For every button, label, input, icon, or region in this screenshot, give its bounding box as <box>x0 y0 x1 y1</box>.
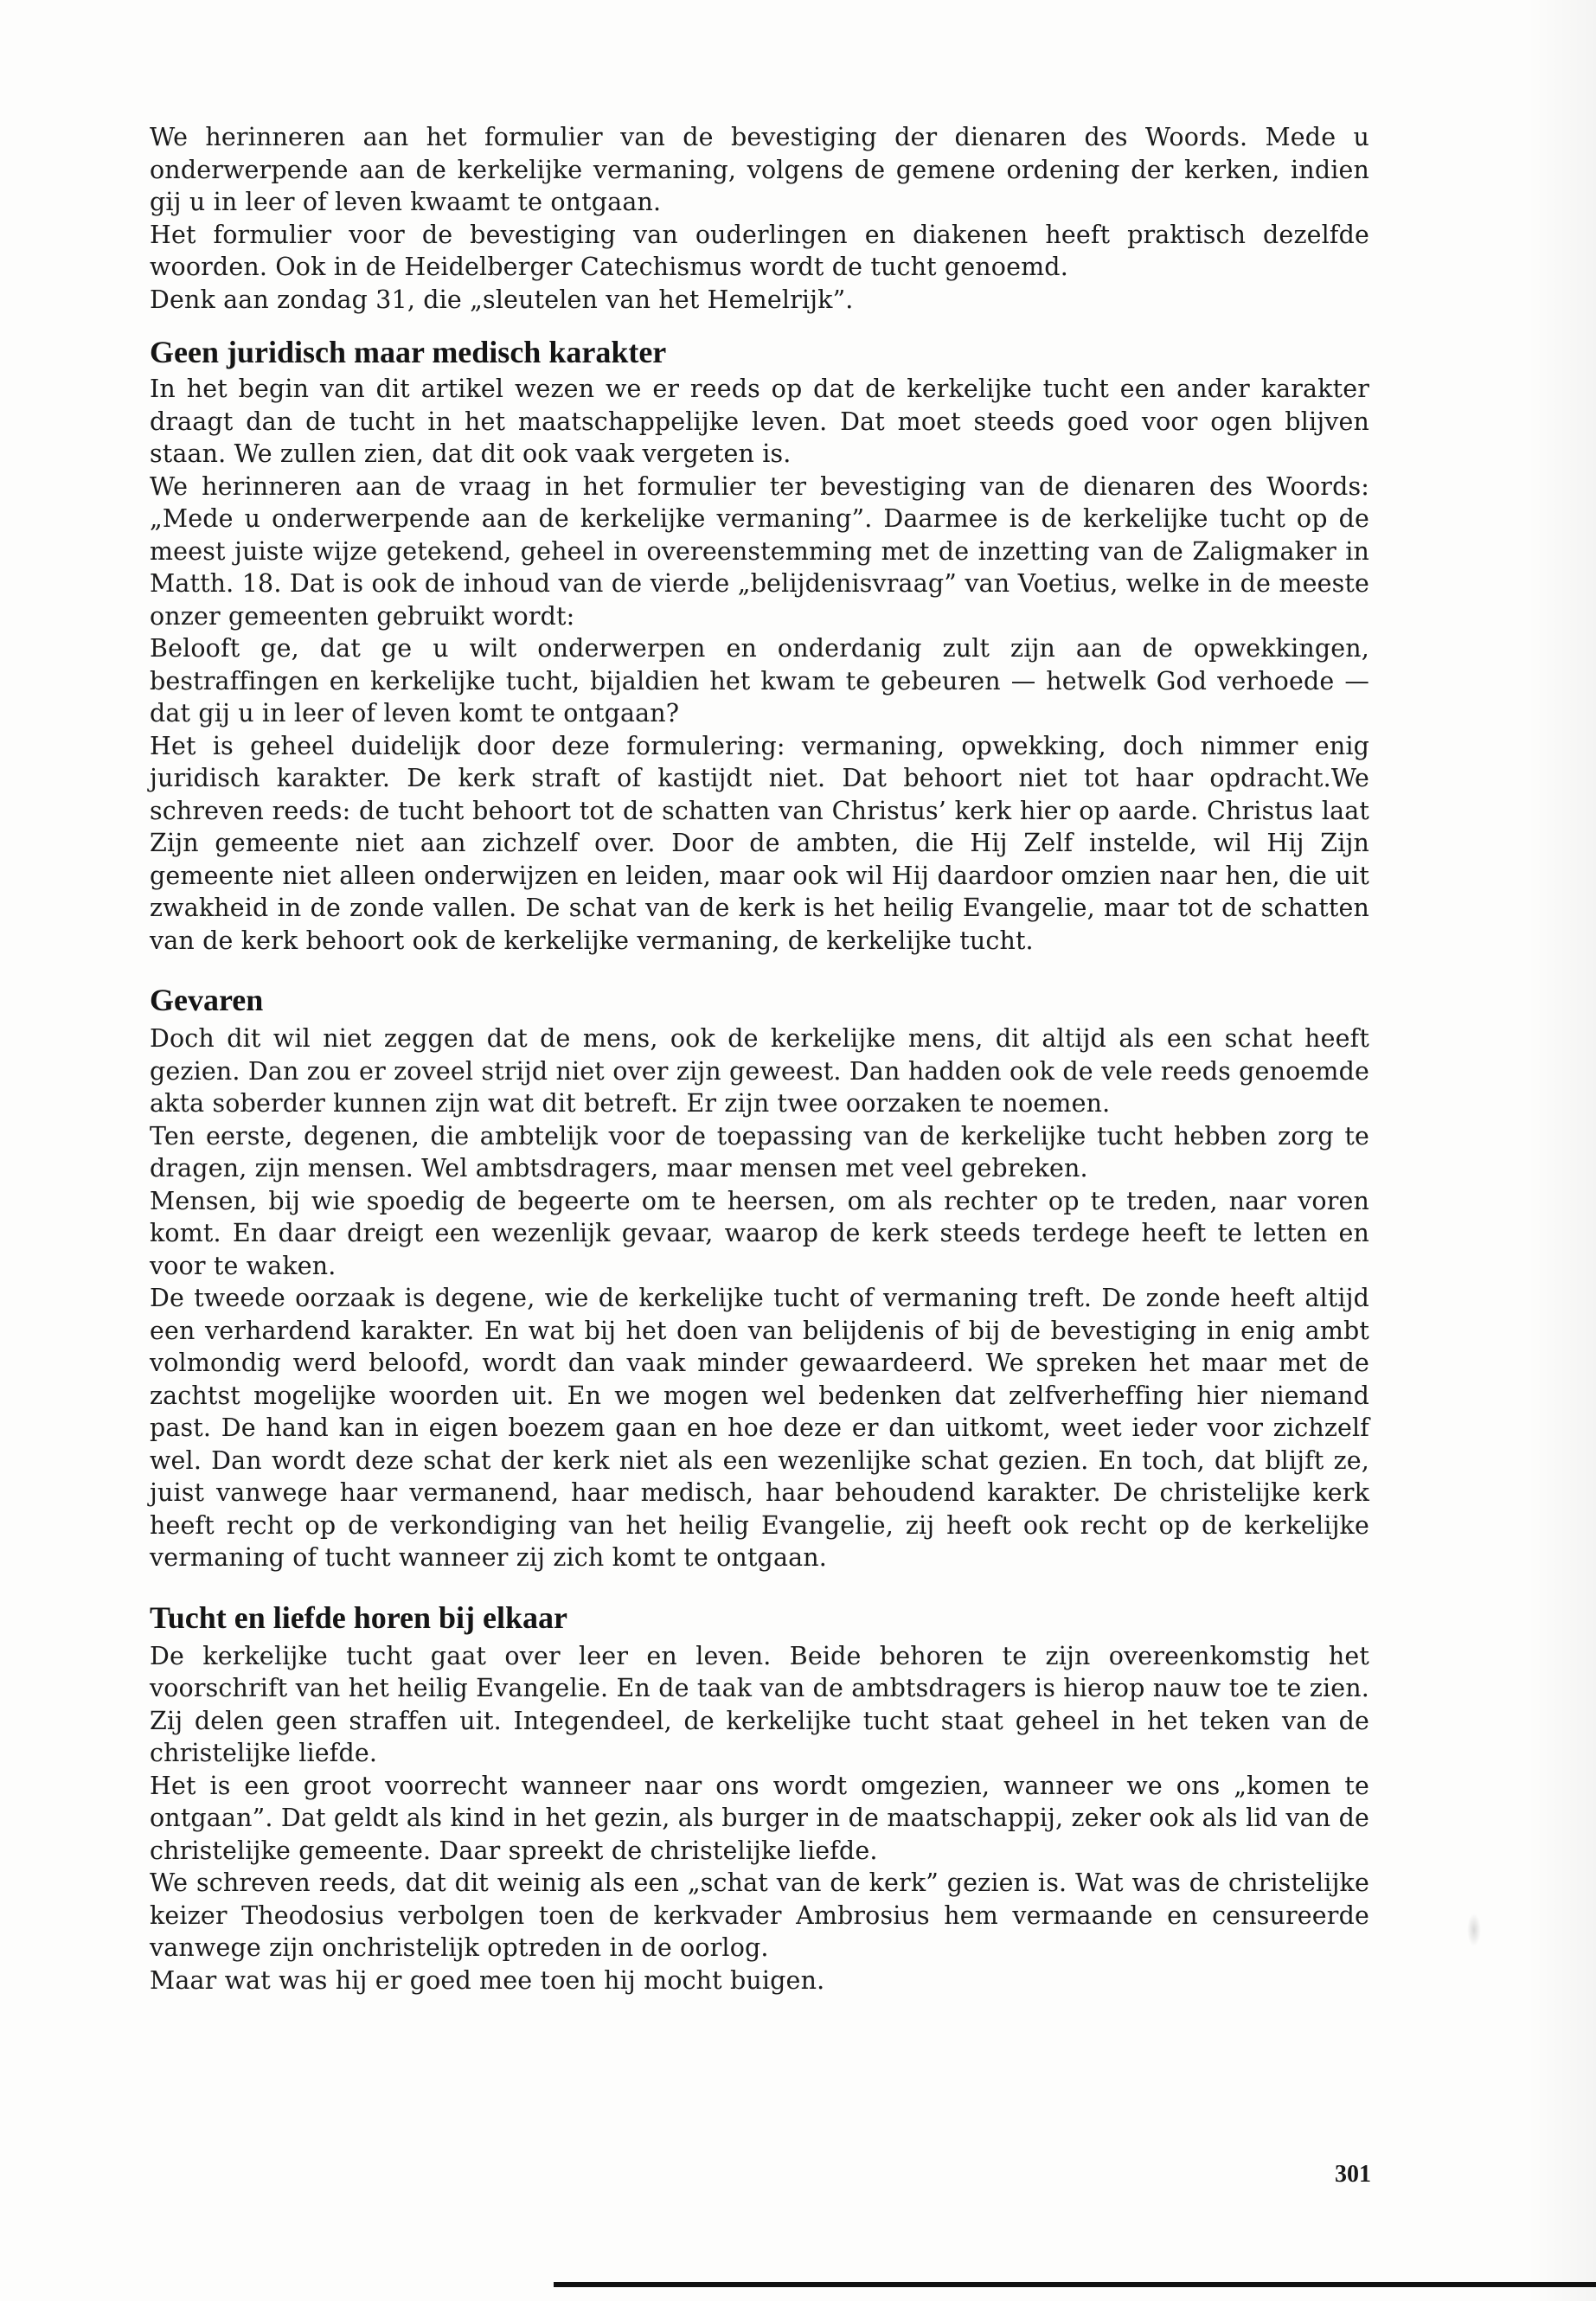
paragraph: Mensen, bij wie spoedig de begeerte om te heersen, om als rechter op te treden, naar voren komt. En daar dreigt een wezenlijk gevaar, waarop de kerk steeds terdege heeft te letten en voor te waken. <box>150 1186 1369 1280</box>
section-gevaren <box>150 983 1369 1574</box>
paragraph: De kerkelijke tucht gaat over leer en leven. Beide behoren te zijn overeenkomstig het voorschrift van het heilig Evangelie. En de taak van de ambtsdragers is hierop nauw toe te zien. Zij delen geen straffen uit. Integendeel, de kerkelijke tucht staat geheel in het teken van de christelijke liefde. <box>150 1641 1369 1767</box>
bottom-scan-edge <box>554 2282 1596 2287</box>
article-body <box>150 121 1369 1997</box>
paragraph: Het formulier voor de bevestiging van ouderlingen en diakenen heeft praktisch dezelfde woorden. Ook in de Heidelberger Catechismus wordt de tucht genoemd. <box>150 220 1369 281</box>
intro-block <box>150 121 1369 316</box>
paragraph: Het is geheel duidelijk door deze formulering: vermaning, opwekking, doch nimmer enig juridisch karakter. De kerk straft of kastijdt niet. Dat behoort niet tot haar opdracht.We schreven reeds: de tucht behoort tot de schatten van Christus’ kerk hier op aarde. Christus laat Zijn gemeente niet aan zichzelf over. Door de ambten, die Hij Zelf instelde, wil Hij Zijn gemeente niet alleen onderwijzen en leiden, maar ook wil Hij daardoor omzien naar hen, die uit zwakheid in de zonde vallen. De schat van de kerk is het heilig Evangelie, maar tot de schatten van de kerk behoort ook de kerkelijke vermaning, de kerkelijke tucht. <box>150 731 1369 955</box>
section-tucht-liefde <box>150 1600 1369 1997</box>
paragraph: We schreven reeds, dat dit weinig als een „schat van de kerk” gezien is. Wat was de christelijke keizer Theodosius verbolgen toen de kerkvader Ambrosius hem vermaande en censureerde vanwege zijn onchristelijk optreden in de oorlog. <box>150 1868 1369 1962</box>
page-number: 301 <box>1335 2161 1371 2188</box>
section-heading: Gevaren <box>150 983 264 1017</box>
section-heading: Geen juridisch maar medisch karakter <box>150 335 667 369</box>
paragraph: Het is een groot voorrecht wanneer naar ons wordt omgezien, wanneer we ons „komen te ontgaan”. Dat geldt als kind in het gezin, als burger in de maatschappij, zeker ook als lid van de christelijke gemeente. Daar spreekt de christelijke liefde. <box>150 1771 1369 1865</box>
section-juridisch-medisch <box>150 335 1369 957</box>
paragraph: Doch dit wil niet zeggen dat de mens, ook de kerkelijke mens, dit altijd als een schat heeft gezien. Dan zou er zoveel strijd niet over zijn geweest. Dan hadden ook de vele reeds genoemde akta soberder kunnen zijn wat dit betreft. Er zijn twee oorzaken te noemen. <box>150 1024 1369 1118</box>
paragraph: Denk aan zondag 31, die „sleutelen van het Hemelrijk”. <box>150 285 854 314</box>
paragraph: Ten eerste, degenen, die ambtelijk voor de toepassing van de kerkelijke tucht hebben zorg te dragen, zijn mensen. Wel ambtsdragers, maar mensen met veel gebreken. <box>150 1121 1369 1183</box>
paragraph: We herinneren aan de vraag in het formulier ter bevestiging van de dienaren des Woords: „Mede u onderwerpende aan de kerkelijke vermaning”. Daarmee is de kerkelijke tucht op de meest juiste wijze getekend, geheel in overeenstemming met de inzetting van de Zaligmaker in Matth. 18. Dat is ook de inhoud van de vierde „belijdenisvraag” van Voetius, welke in de meeste onzer gemeenten gebruikt wordt: <box>150 471 1369 631</box>
paragraph: We herinneren aan het formulier van de bevestiging der dienaren des Woords. Mede u onderwerpende aan de kerkelijke vermaning, volgens de gemene ordening der kerken, indien gij u in leer of leven kwaamt te ontgaan. <box>150 123 1369 216</box>
paragraph: Belooft ge, dat ge u wilt onderwerpen en onderdanig zult zijn aan de opwekkingen, bestraffingen en kerkelijke tucht, bijaldien het kwam te gebeuren — hetwelk God verhoede — dat gij u in leer of leven komt te ontgaan? <box>150 634 1369 727</box>
section-heading: Tucht en liefde horen bij elkaar <box>150 1599 568 1635</box>
paragraph: In het begin van dit artikel wezen we er reeds op dat de kerkelijke tucht een ander karakter draagt dan de tucht in het maatschappelijke leven. Dat moet steeds goed voor ogen blijven staan. We zullen zien, dat dit ook vaak vergeten is. <box>150 375 1369 468</box>
paragraph: Maar wat was hij er goed mee toen hij mocht buigen. <box>150 1965 825 1995</box>
scan-smudge <box>1467 1913 1481 1946</box>
paragraph: De tweede oorzaak is degene, wie de kerkelijke tucht of vermaning treft. De zonde heeft altijd een verhardend karakter. En wat bij het doen van belijdenis of bij de bevestiging in enig ambt volmondig werd beloofd, wordt dan vaak minder gewaardeerd. We spreken het maar met de zachtst mogelijke woorden uit. En we mogen wel bedenken dat zelfverheffing hier niemand past. De hand kan in eigen boezem gaan en hoe deze er dan uitkomt, weet ieder voor zichzelf wel. Dan wordt deze schat der kerk niet als een wezenlijke schat gezien. En toch, dat blijft ze, juist vanwege haar vermanend, haar medisch, haar behoudend karakter. De christelijke kerk heeft recht op de verkondiging van het heilig Evangelie, zij heeft ook recht op de kerkelijke vermaning of tucht wanneer zij zich komt te ontgaan. <box>150 1284 1369 1572</box>
page-edge-shadow <box>1527 0 1596 2301</box>
